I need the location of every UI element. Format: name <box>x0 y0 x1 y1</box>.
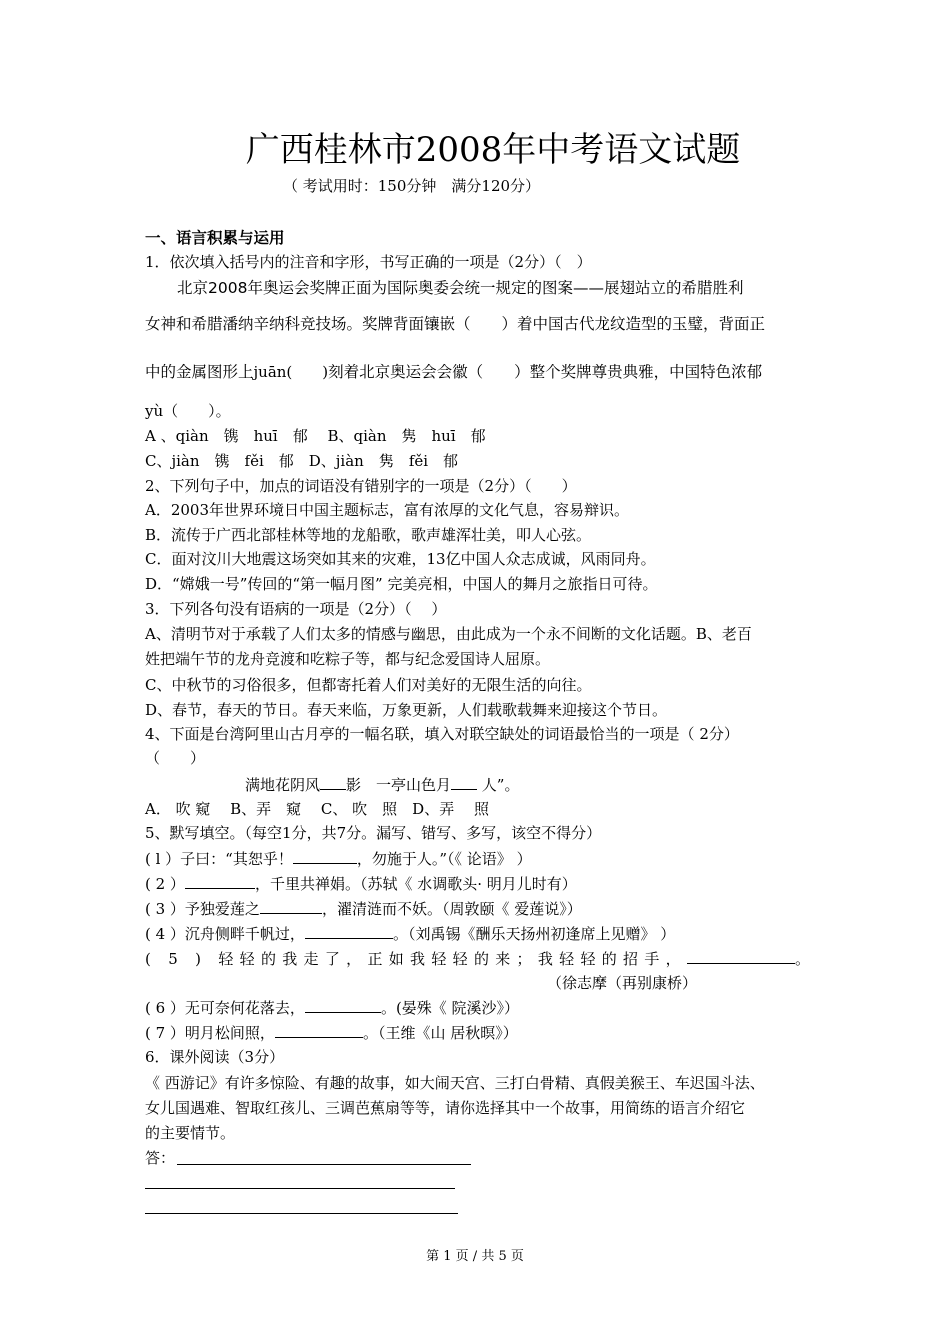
q3-option-d: D、春节，春天的节日。春天来临，万象更新，人们载歌载舞来迎接这个节日。 <box>145 701 668 719</box>
q1-options: C、jiàn 镌 fěi 郁 D、jiàn 隽 fěi 郁 <box>145 452 459 470</box>
fill-blank[interactable] <box>305 997 381 1013</box>
q1-options: A 、qiàn 镌 huī 郁 B、qiàn 隽 huī 郁 <box>145 427 486 445</box>
answer-label: 答： <box>145 1149 176 1167</box>
q3-option-c: C、中秋节的习俗很多，但都寄托着人们对美好的无限生活的向往。 <box>145 676 592 694</box>
couplet-blank <box>320 774 346 790</box>
q5-item: ( 5 ) 轻轻的我走了，正如我轻轻的来；我轻轻的招手， 。 <box>145 950 810 968</box>
q6-text: 的主要情节。 <box>145 1124 236 1142</box>
q5-item: ( 2 ） ，千里共禅娟。（苏轼《 水调歌头· 明月儿时有） <box>145 875 577 893</box>
q1-stem: 1．依次填入括号内的注音和字形，书写正确的一项是（2分）（ ） <box>145 253 592 271</box>
q6-stem: 6．课外阅读（3分） <box>145 1048 285 1066</box>
q1-passage-line: yù（ ）。 <box>145 402 231 420</box>
q2-option-a: A．2003年世界环境日中国主题标志，富有浓厚的文化气息，容易辩识。 <box>145 501 630 519</box>
section-heading: 一、语言积累与运用 <box>145 229 285 247</box>
q5-stem: 5、默写填空。（每空1分，共7分。漏写、错写、多写，该空不得分） <box>145 824 602 842</box>
page-number: 第 1 页 / 共 5 页 <box>426 1249 524 1264</box>
q1-passage-line: 北京2008年奥运会奖牌正面为国际奥委会统一规定的图案——展翅站立的希腊胜利 <box>177 279 744 297</box>
fill-blank[interactable] <box>293 848 357 864</box>
answer-line[interactable] <box>145 1188 455 1189</box>
q6-text: 《 西游记》有许多惊险、有趣的故事，如大闹天宫、三打白骨精、真假美猴王、车迟国斗法、 <box>145 1074 765 1092</box>
q2-stem: 2、下列句子中，加点的词语没有错别字的一项是（2分）（ ） <box>145 477 577 495</box>
q4-stem: 4、下面是台湾阿里山古月亭的一幅名联，填入对联空缺处的词语最恰当的一项是（ 2分） <box>145 725 739 743</box>
q4-options: A． 吹 窥 B、弄 窥 C、 吹 照 D、弄 照 <box>145 800 489 818</box>
q5-source: （徐志摩（再别康桥） <box>547 974 698 992</box>
q1-passage-line: 中的金属图形上juān( )刻着北京奥运会会徽（ ）整个奖牌尊贵典雅，中国特色浓郁 <box>145 363 763 381</box>
fill-blank[interactable] <box>260 898 322 914</box>
q5-item: ( 7 ）明月松间照， 。（王维《山 居秋暝》） <box>145 1024 518 1042</box>
q3-option-ab: A、清明节对于承载了人们太多的情感与幽思，由此成为一个永不间断的文化话题。B、老百 <box>145 625 752 643</box>
exam-info: （ 考试用时：150分钟 满分120分） <box>283 177 541 195</box>
q5-item: ( l ）子曰：“其恕乎！ ，勿施于人。”（《 论语》 ） <box>145 850 532 868</box>
fill-blank[interactable] <box>185 873 255 889</box>
q3-stem: 3．下列各句没有语病的一项是（2分）（ ） <box>145 600 447 618</box>
fill-blank[interactable] <box>275 1022 363 1038</box>
q6-text: 女儿国遇难、智取红孩儿、三调芭蕉扇等等，请你选择其中一个故事，用简练的语言介绍它 <box>145 1099 746 1117</box>
q5-item: ( 6 ）无可奈何花落去， 。(晏殊《 院溪沙》） <box>145 999 520 1017</box>
q2-option-d: D．“嫦娥一号”传回的“第一幅月图” 完美亮相，中国人的舞月之旅指日可待。 <box>145 575 658 593</box>
q2-option-c: C．面对汶川大地震这场突如其来的灾难，13亿中国人众志成诚，风雨同舟。 <box>145 550 656 568</box>
q5-item: ( 3 ）予独爱莲之 ，濯清涟而不妖。（周敦颐《 爱莲说》） <box>145 900 582 918</box>
answer-line[interactable] <box>145 1213 458 1214</box>
q4-couplet: 满地花阴风 影 一亭山色月 人”。 <box>245 776 520 794</box>
q4-paren: （ ） <box>145 749 206 767</box>
q5-item: ( 4 ）沉舟侧畔千帆过， 。（刘禹锡《酬乐天扬州初逢席上见赠》 ） <box>145 925 676 943</box>
fill-blank[interactable] <box>687 948 795 964</box>
q3-option-b-cont: 姓把端午节的龙舟竞渡和吃粽子等，都与纪念爱国诗人屈原。 <box>145 650 551 668</box>
q2-option-b: B．流传于广西北部桂林等地的龙船歌，歌声雄浑壮美，叩人心弦。 <box>145 526 592 544</box>
answer-line[interactable] <box>177 1164 471 1165</box>
couplet-blank <box>451 774 477 790</box>
fill-blank[interactable] <box>305 923 393 939</box>
page-title: 广西桂林市2008年中考语文试题 <box>245 130 741 170</box>
q1-passage-line: 女神和希腊潘纳辛纳科竞技场。奖牌背面镶嵌（ ）着中国古代龙纹造型的玉璧，背面正 <box>145 315 766 333</box>
